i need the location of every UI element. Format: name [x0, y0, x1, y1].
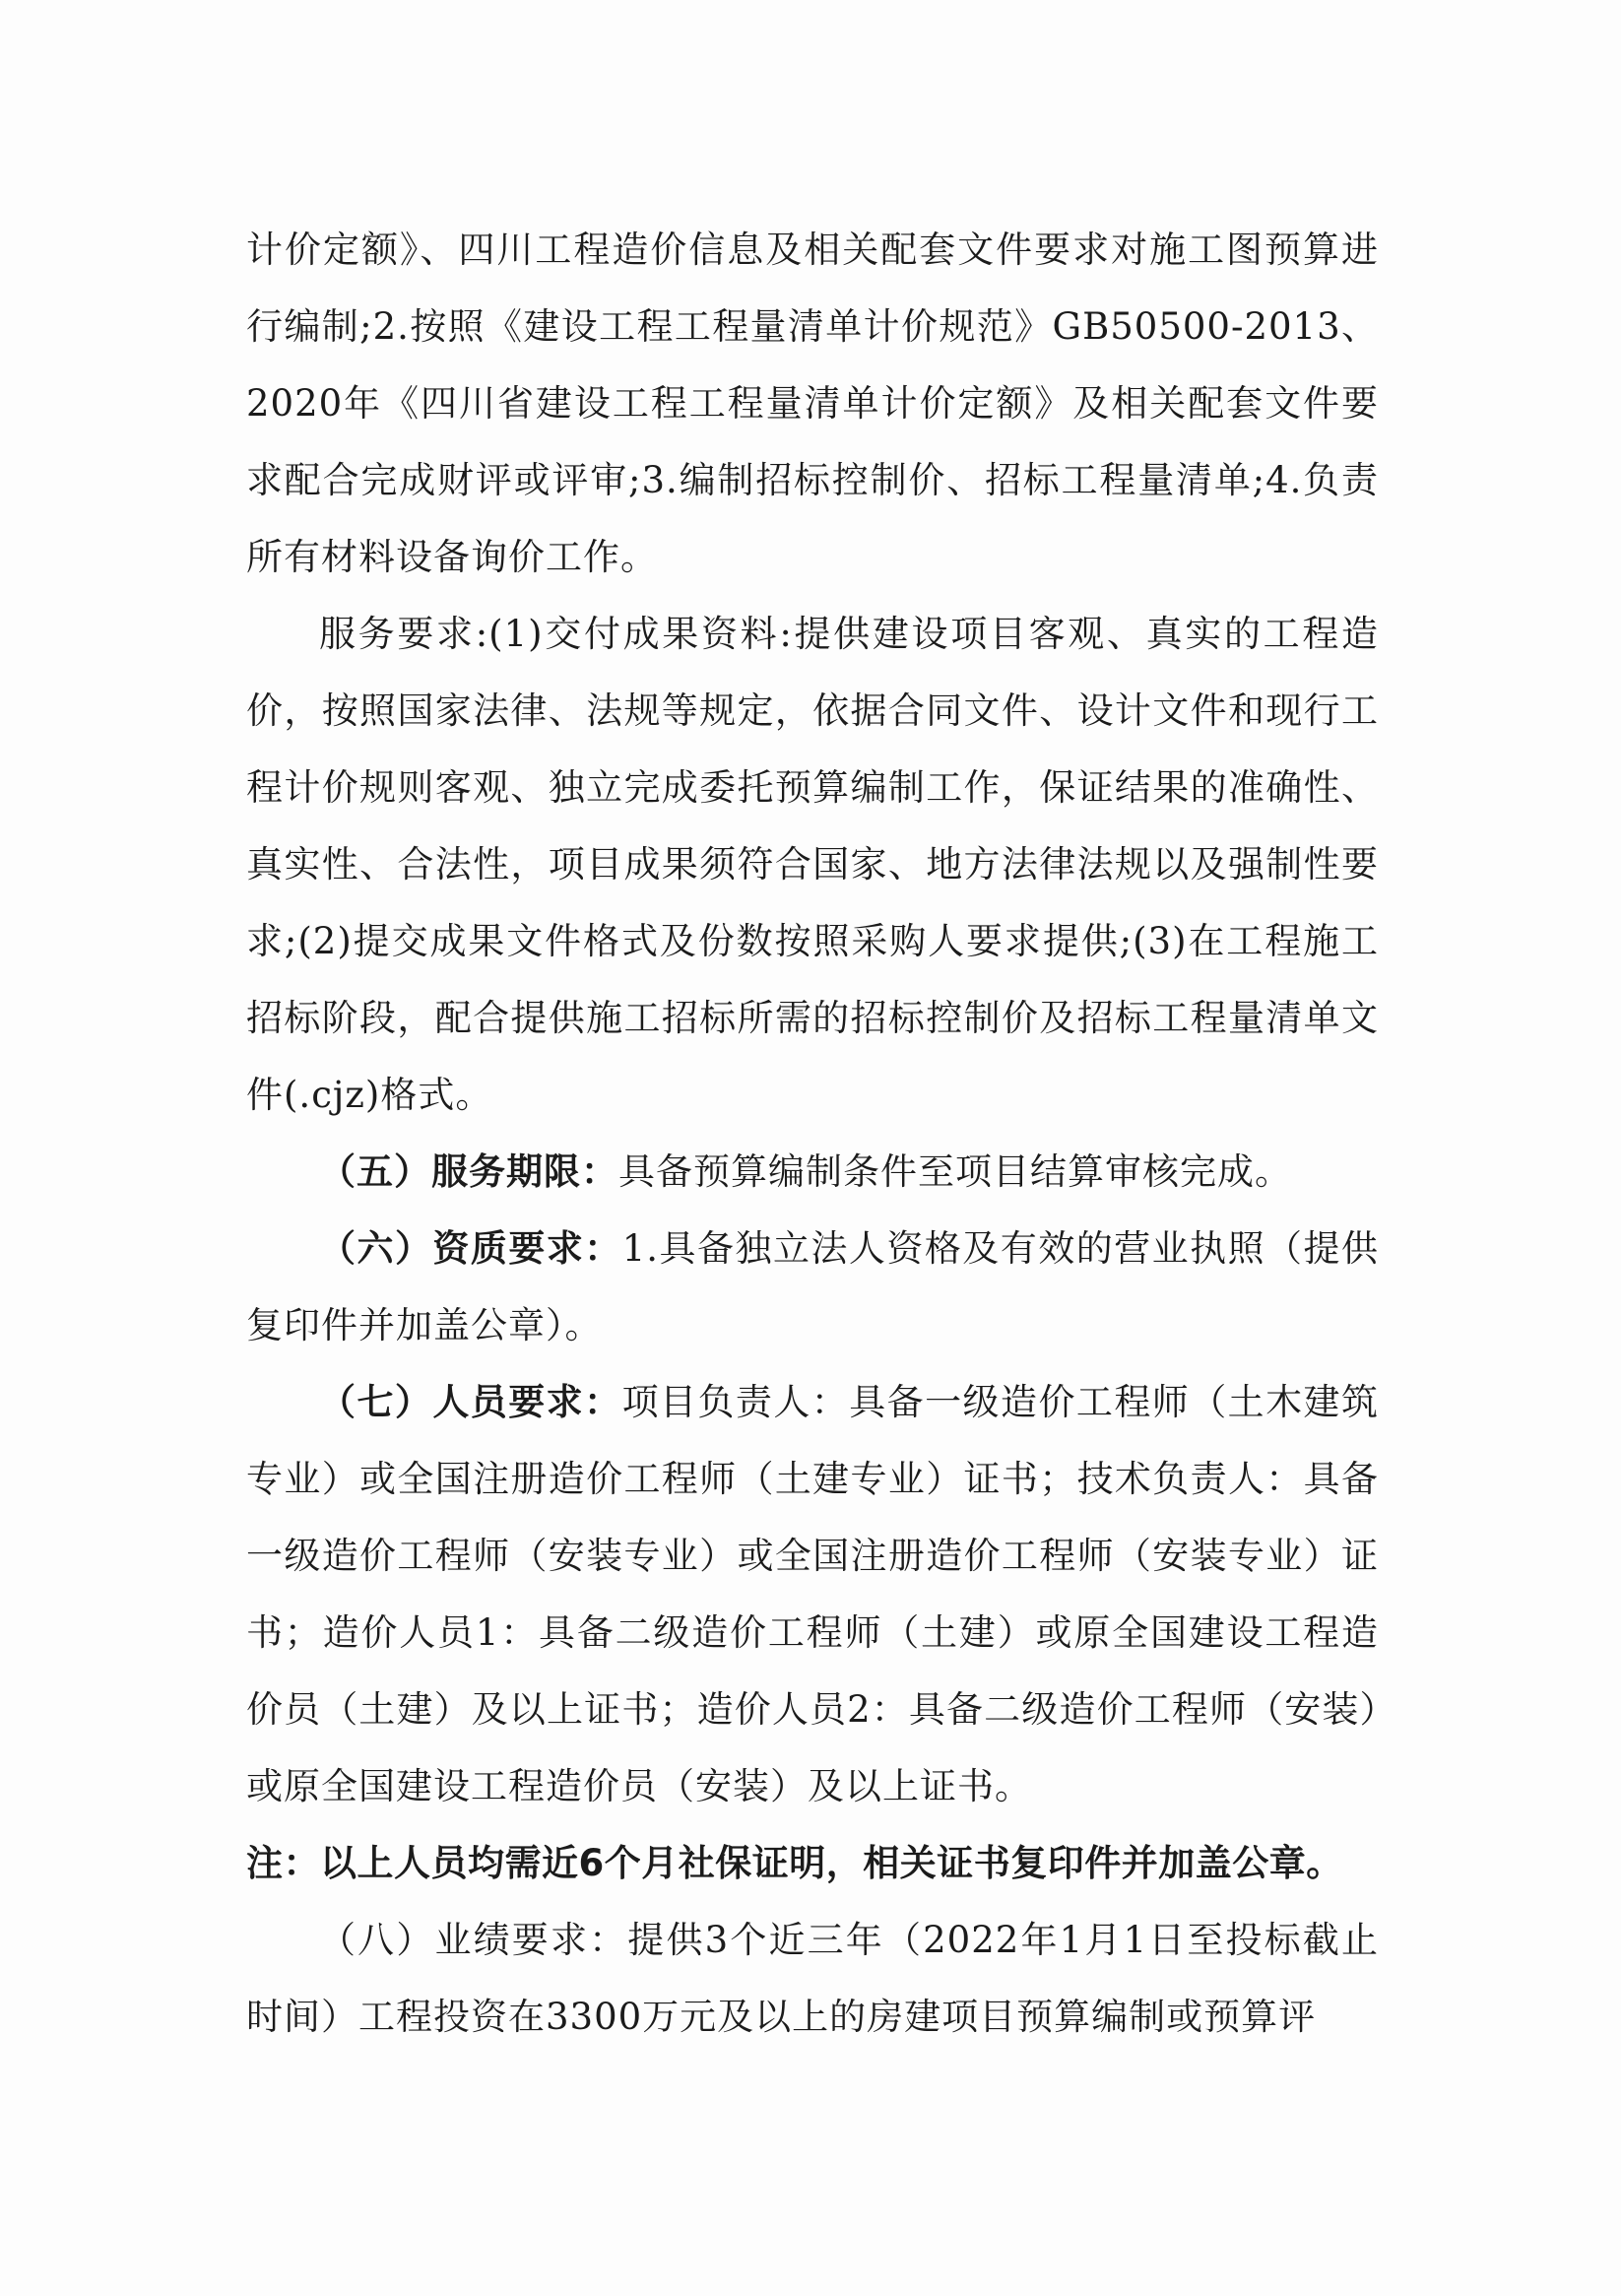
- paragraph-qualification: [246, 1211, 1379, 1364]
- service-period-heading: （五）服务期限：: [319, 1150, 618, 1193]
- personnel-text: 项目负责人：具备一级造价工程师（土木建筑专业）或全国注册造价工程师（土建专业）证书；技术负责人：具备一级造价工程师（安装专业）或全国注册造价工程师（安装专业）证书；造价人员1：具备二级造价工程师（土建）或原全国建设工程造价员（土建）及以上证书；造价人员2：具备二级造价工程师（安装）或原全国建设工程造价员（安装）及以上证书。: [246, 1381, 1380, 1807]
- paragraph-personnel: [246, 1364, 1379, 1825]
- paragraph-performance: [246, 1902, 1379, 2056]
- performance-heading: （八）业绩要求：: [319, 1919, 628, 1961]
- qualification-text: 1.具备独立法人资格及有效的营业执照（提供复印件并加盖公章）。: [246, 1227, 1379, 1346]
- paragraph-scope-continued: 计价定额》、四川工程造价信息及相关配套文件要求对施工图预算进行编制;2.按照《建设工程工程量清单计价规范》GB50500-2013、2020年《四川省建设工程工程量清单计价定额》及相关配套文件要求配合完成财评或评审;3.编制招标控制价、招标工程量清单;4.负责所有材料设备询价工作。: [246, 229, 1379, 578]
- paragraph-service-requirements: 服务要求:(1)交付成果资料:提供建设项目客观、真实的工程造价，按照国家法律、法规等规定，依据合同文件、设计文件和现行工程计价规则客观、独立完成委托预算编制工作，保证结果的准确性、真实性、合法性，项目成果须符合国家、地方法律法规以及强制性要求;(2)提交成果文件格式及份数按照采购人要求提供;(3)在工程施工招标阶段，配合提供施工招标所需的招标控制价及招标工程量清单文件(.cjz)格式。: [246, 613, 1379, 1116]
- service-period-text: 具备预算编制条件至项目结算审核完成。: [618, 1150, 1292, 1193]
- qualification-heading: （六）资质要求：: [319, 1227, 622, 1270]
- document-body: [246, 212, 1379, 2056]
- note-social-security: 注：以上人员均需近6个月社保证明，相关证书复印件并加盖公章。: [246, 1842, 1343, 1884]
- performance-text: 提供3个近三年（2022年1月1日至投标截止时间）工程投资在3300万元及以上的房建项目预算编制或预算评: [246, 1919, 1379, 2038]
- paragraph-service-period: [246, 1134, 1379, 1211]
- personnel-heading: （七）人员要求：: [319, 1381, 622, 1423]
